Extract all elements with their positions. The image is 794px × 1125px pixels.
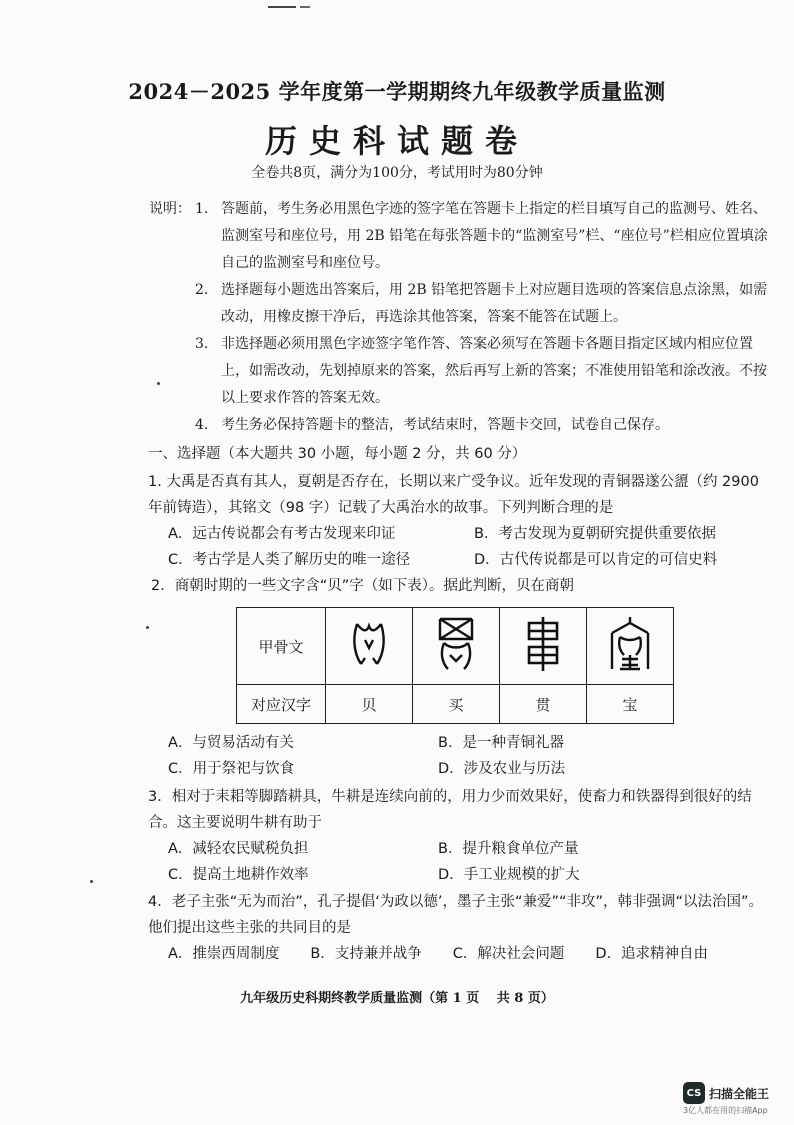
question-3 <box>148 784 770 888</box>
oracle-bone-table <box>236 607 674 724</box>
question-stem: 3．相对于耒耜等脚踏耕具，牛耕是连续向前的，用力少而效果好，使畜力和铁器得到很好的结合。这主要说明牛耕有助于 <box>148 789 752 831</box>
instruction-item <box>149 412 769 439</box>
oracle-glyph-guan <box>500 608 587 685</box>
page-footer: 九年级历史科期终教学质量监测（第 1 页 共 8 页） <box>240 991 554 1006</box>
instruction-number: 3. <box>195 336 209 352</box>
option-b: B．提升粮食单位产量 <box>438 841 579 857</box>
exam-title: 2024－2025 学年度第一学期期终九年级教学质量监测 <box>128 79 666 104</box>
instruction-text: 非选择题必须用黑色字迹签字笔作答、答案必须写在答题卡各题目指定区域内相应位置上，如需改动，先划掉原来的答案，然后再写上新的答案；不准使用铅笔和涂改液。不按以上要求作答的答案无效。 <box>221 336 767 406</box>
instruction-number: 1. <box>195 201 209 217</box>
question-1 <box>148 469 770 573</box>
scan-speck <box>146 626 149 629</box>
option-c: C．考古学是人类了解历史的唯一途径 <box>168 552 411 568</box>
options <box>148 521 770 573</box>
option-a: A．推崇西周制度 <box>168 946 280 962</box>
instruction-text: 答题前，考生务必用黑色字迹的签字笔在答题卡上指定的栏目填写自己的监测号、姓名、监测室号和座位号，用 2B 铅笔在每张答题卡的“监测室号”栏、“座位号”栏相应位置填涂自己的监测室号和座位号。 <box>221 201 768 271</box>
question-4 <box>148 889 770 967</box>
scan-mark <box>268 6 296 8</box>
option-d: D．涉及农业与历法 <box>438 761 566 777</box>
instruction-item <box>149 196 769 277</box>
oracle-bao-icon <box>608 615 652 673</box>
option-d: D．手工业规模的扩大 <box>438 867 580 883</box>
instruction-item <box>149 277 769 331</box>
oracle-glyph-bao <box>587 608 674 685</box>
option-b: B．考古发现为夏朝研究提供重要依据 <box>474 526 716 542</box>
option-a: A．与贸易活动有关 <box>168 735 294 751</box>
oracle-glyph-bei <box>326 608 413 685</box>
option-a: A．远古传说都会有考古发现来印证 <box>168 526 396 542</box>
scan-speck <box>157 382 160 385</box>
oracle-bei-icon <box>349 618 389 670</box>
options <box>148 730 770 782</box>
options <box>148 836 770 888</box>
instruction-number: 4. <box>195 417 209 433</box>
oracle-glyph-mai <box>413 608 500 685</box>
option-c: C．用于祭祀与饮食 <box>168 761 295 777</box>
section-heading: 一、选择题（本大题共 30 小题，每小题 2 分，共 60 分） <box>148 446 527 462</box>
question-stem: 4．老子主张“无为而治”，孔子提倡‘为政以德’，墨子主张“兼爱”“非攻”，韩非强调“以法治国”。他们提出这些主张的共同目的是 <box>148 894 764 936</box>
instruction-number: 2. <box>195 282 209 298</box>
instructions <box>149 196 769 439</box>
instruction-item <box>149 331 769 412</box>
question-2-options <box>148 730 770 782</box>
scanner-tagline: 3亿人都在用的扫描App <box>683 1106 768 1115</box>
row-header-hanzi: 对应汉字 <box>237 685 326 724</box>
hanzi-cell: 贝 <box>326 685 413 724</box>
question-2-stem: 2．商朝时期的一些文字含“贝”字（如下表）。据此判断，贝在商朝 <box>151 578 574 594</box>
instruction-text: 考生务必保持答题卡的整洁，考试结束时，答题卡交回，试卷自己保存。 <box>221 417 669 433</box>
option-b: B．是一种青铜礼器 <box>438 735 564 751</box>
hanzi-cell: 宝 <box>587 685 674 724</box>
scanner-watermark <box>683 1082 769 1104</box>
hanzi-cell: 买 <box>413 685 500 724</box>
subject-title: 历史科试题卷 <box>264 122 529 160</box>
oracle-guan-icon <box>523 615 563 673</box>
option-c: C．解决社会问题 <box>452 946 565 962</box>
option-a: A．减轻农民赋税负担 <box>168 841 309 857</box>
scanner-name: 扫描全能王 <box>709 1086 770 1101</box>
scan-mark <box>300 6 310 8</box>
oracle-mai-icon <box>434 615 478 673</box>
question-stem: 1. 大禹是否真有其人，夏朝是否存在，长期以来广受争议。近年发现的青铜器遂公盨（约 2900 年前铸造），其铭文（98 字）记载了大禹治水的故事。下列判断合理的是 <box>148 474 759 516</box>
row-header-oracle: 甲骨文 <box>237 608 326 685</box>
option-c: C．提高土地耕作效率 <box>168 867 309 883</box>
instructions-label: 说明： <box>149 201 191 217</box>
hanzi-cell: 贯 <box>500 685 587 724</box>
exam-info: 全卷共8页，满分为100分，考试用时为80分钟 <box>251 165 543 181</box>
options <box>148 941 708 967</box>
option-d: D．古代传说都是可以肯定的可信史料 <box>474 552 718 568</box>
scan-speck <box>90 880 93 883</box>
camscanner-icon: CS <box>683 1082 705 1104</box>
instruction-text: 选择题每小题选出答案后，用 2B 铅笔把答题卡上对应题目选项的答案信息点涂黑，如需改动，用橡皮擦干净后，再选涂其他答案，答案不能答在试题上。 <box>221 282 768 325</box>
option-b: B．支持兼并战争 <box>310 946 422 962</box>
option-d: D．追求精神自由 <box>595 946 708 962</box>
